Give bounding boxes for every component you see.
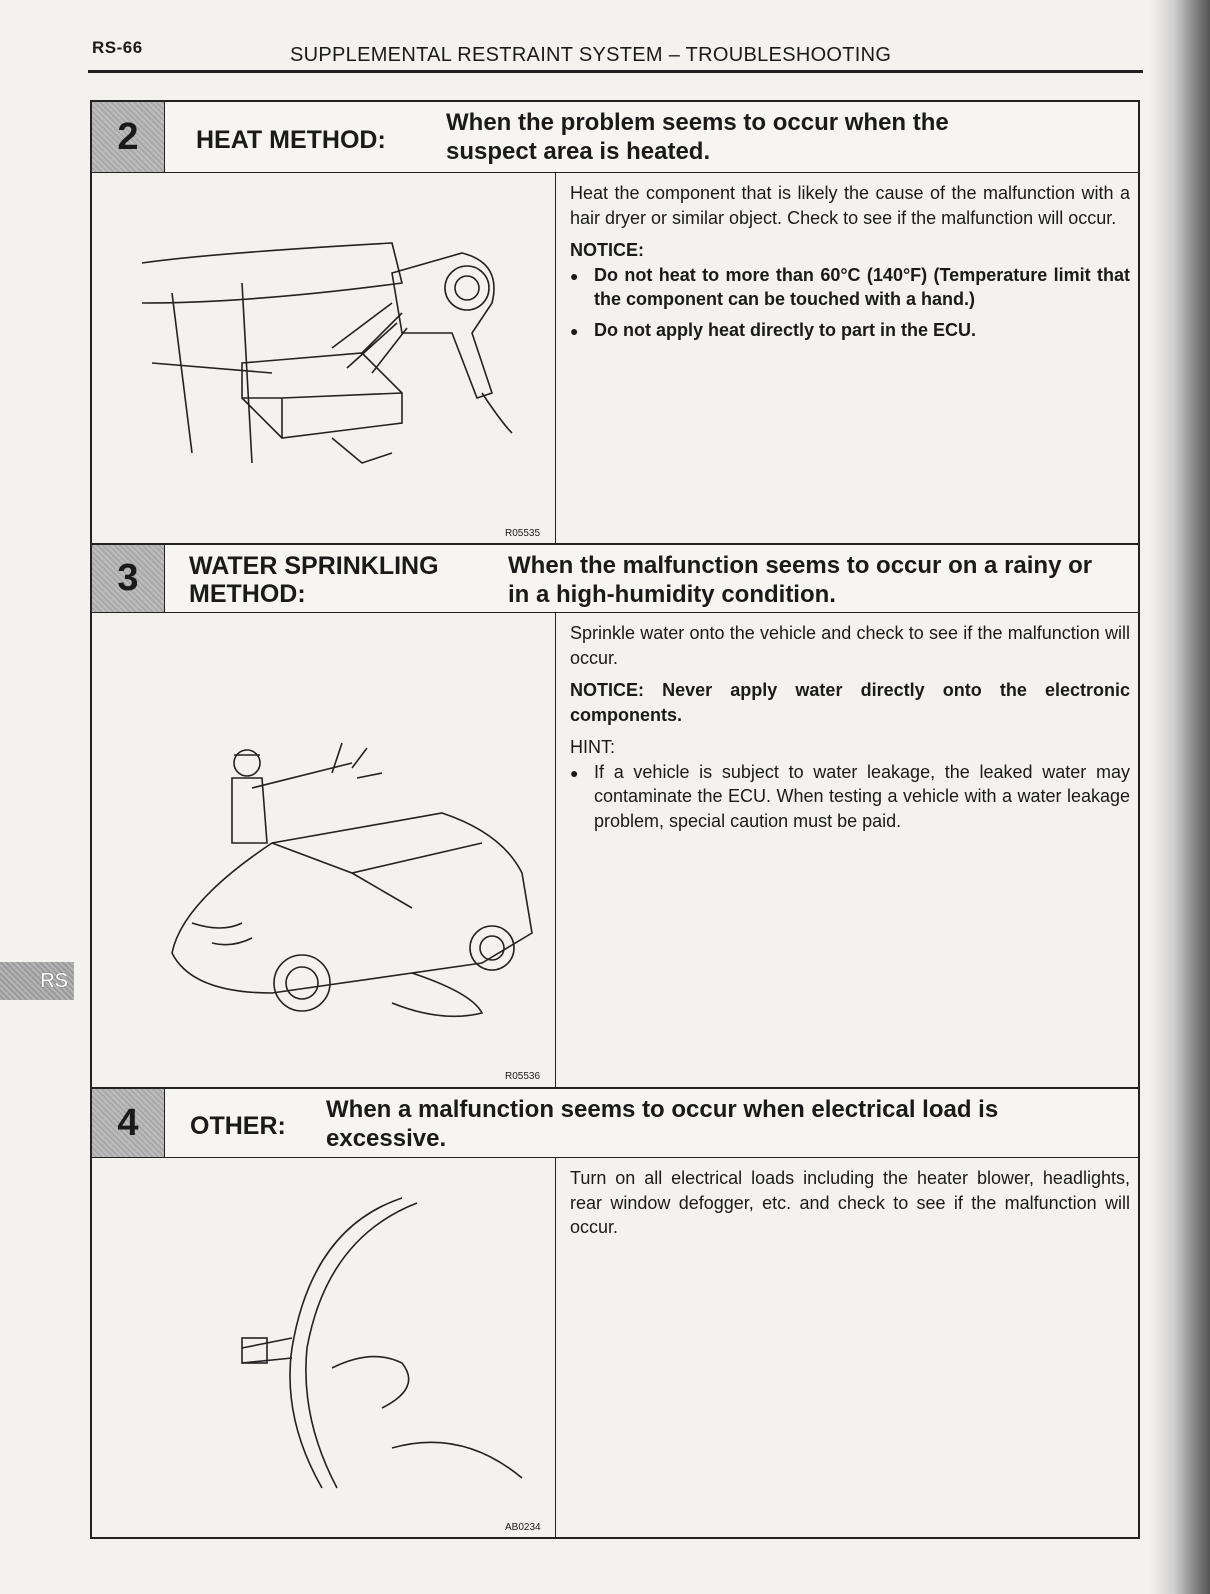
section-3-header bbox=[90, 543, 1140, 613]
instruction-text: Turn on all electrical loads including the heater blower, headlights, rear window defogger, etc. and check to see if the malfunction will occur. bbox=[570, 1168, 1130, 1237]
water-sprinkling-car-illustration bbox=[152, 733, 552, 1023]
page-title: SUPPLEMENTAL RESTRAINT SYSTEM – TROUBLESHOOTING bbox=[290, 44, 892, 66]
method-condition: When the malfunction seems to occur on a rainy or in a high-humidity condition. bbox=[508, 552, 1093, 608]
hint-label: HINT: bbox=[570, 737, 615, 757]
notice-label: NOTICE: bbox=[570, 240, 644, 260]
section-4-body bbox=[90, 1158, 1140, 1538]
notice-text: NOTICE: Never apply water directly onto the electronic components. bbox=[570, 680, 1130, 725]
section-number: 4 bbox=[92, 1089, 165, 1157]
notice-list bbox=[570, 263, 1130, 343]
page-number: RS-66 bbox=[92, 38, 143, 57]
method-title: HEAT METHOD: bbox=[196, 126, 386, 154]
figure-code: R05536 bbox=[505, 1071, 541, 1082]
table-bottom-rule bbox=[90, 1537, 1140, 1539]
method-title: WATER SPRINKLING METHOD: bbox=[189, 552, 439, 608]
method-condition: When a malfunction seems to occur when electrical load is excessive. bbox=[326, 1096, 999, 1152]
section-2-body bbox=[90, 173, 1140, 544]
method-title: OTHER: bbox=[190, 1112, 286, 1140]
hair-dryer-illustration bbox=[132, 223, 542, 533]
hint-item: ● If a vehicle is subject to water leakage, the leaked water may contaminate the ECU. When testing a vehicle with a water leakage problem, special caution must be paid. bbox=[570, 760, 1130, 834]
header-rule bbox=[88, 70, 1143, 73]
steering-wheel-illustration bbox=[232, 1188, 552, 1498]
instruction-text: Heat the component that is likely the cause of the malfunction with a hair dryer or similar object. Check to see if the malfunction will occur. bbox=[570, 183, 1130, 228]
section-4-header bbox=[90, 1087, 1140, 1158]
instruction-text: Sprinkle water onto the vehicle and check to see if the malfunction will occur. bbox=[570, 623, 1130, 668]
notice-item: ● Do not heat to more than 60°C (140°F) (Temperature limit that the component can be touched with a hand.) bbox=[570, 263, 1130, 312]
hint-list bbox=[570, 760, 1130, 834]
method-condition: When the problem seems to occur when the suspect area is heated. bbox=[446, 109, 949, 165]
section-2-header bbox=[90, 100, 1140, 173]
section-number: 3 bbox=[92, 545, 165, 612]
figure-code: AB0234 bbox=[505, 1522, 541, 1533]
notice-item: ● Do not apply heat directly to part in the ECU. bbox=[570, 318, 1130, 343]
figure-code: R05535 bbox=[505, 528, 541, 539]
page-edge-shadow bbox=[1150, 0, 1210, 1594]
section-3-body bbox=[90, 613, 1140, 1088]
section-number: 2 bbox=[92, 102, 165, 172]
section-tab: RS bbox=[0, 962, 74, 1000]
